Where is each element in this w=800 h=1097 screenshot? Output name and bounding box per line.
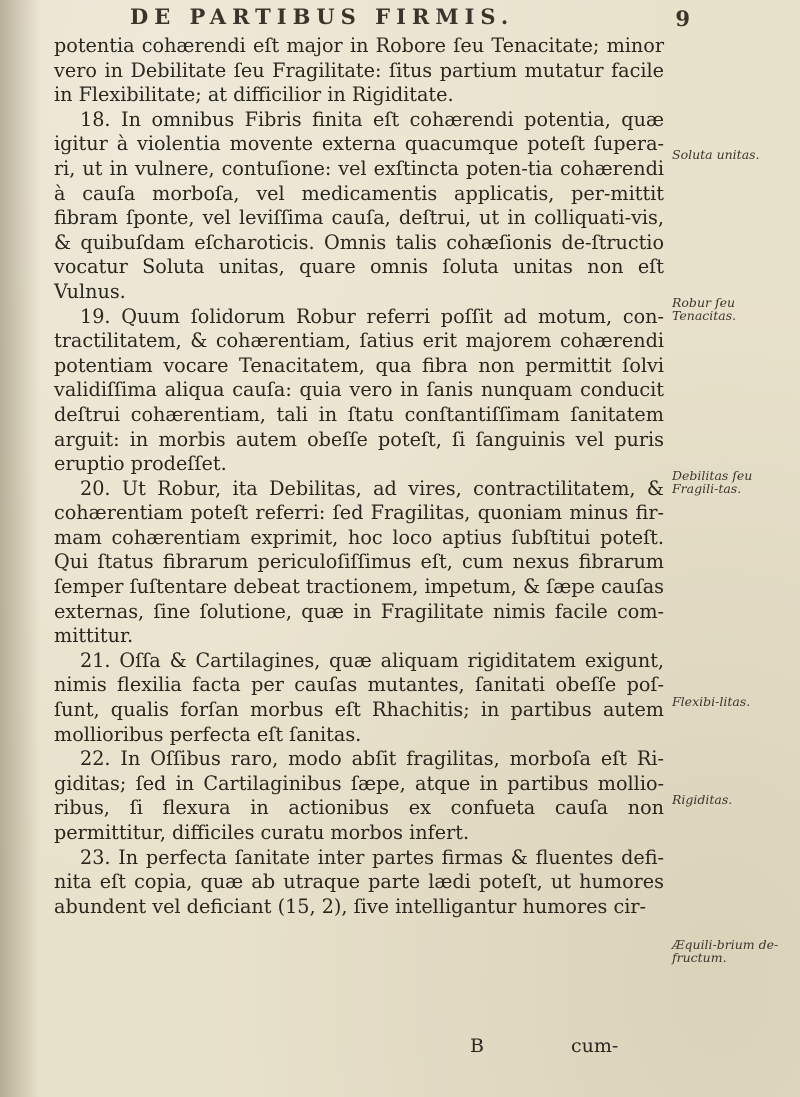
- paragraph-19: 19. Quum ſolidorum Robur referri poſſit ad motum, con-tractilitatem, & cohærentiam, ſatius erit majorem cohærendi potentiam vocare Tenacitatem, qua fibra non permittit ſolvi validiſſima aliqua cauſa: quia vero in ſanis nunquam conducit deſtrui cohærentiam, tali in ſtatu conſtantiſſimam ſanitatem arguit: in morbis autem obeſſe poteſt, ſi ſanguinis vel puris eruptio prodeſſet.: [54, 304, 664, 476]
- paragraph-23: 23. In perfecta ſanitate inter partes firmas & fluentes defi-nita eſt copia, quæ ab utraque parte lædi poteſt, ut humores abundent vel deficiant (15, 2), ſive intelligantur humores cir-: [54, 845, 664, 918]
- running-head: [130, 2, 690, 32]
- page-number: 9: [675, 6, 690, 31]
- margin-note-soluta-unitas: Soluta unitas.: [672, 147, 760, 162]
- margin-notes: [672, 0, 797, 1097]
- margin-note-flexibilitas: Flexibi-litas.: [672, 694, 751, 709]
- paragraph-17-continued: potentia cohærendi eſt major in Robore ſeu Tenacitate; minor vero in Debilitate ſeu Fragilitate: ſitus partium mutatur facile in Flexibilitate; at difficilior in Rigiditate.: [54, 34, 664, 107]
- signature-mark: B: [470, 1035, 484, 1057]
- margin-note-debilitas: Debilitas ſeu Fragili-tas.: [672, 468, 753, 496]
- main-text: [54, 34, 664, 919]
- catchword: cum-: [571, 1035, 619, 1057]
- margin-note-aequilibrium: Æquili-brium de-fructum.: [672, 937, 779, 965]
- paragraph-20: 20. Ut Robur, ita Debilitas, ad vires, contractilitatem, & cohærentiam poteſt referri: ſed Fragilitas, quoniam minus fir-mam cohærentiam exprimit, hoc loco aptius ſubſtitui poteſt. Qui ſtatus fibrarum periculoſiſſimus eſt, cum nexus fibrarum ſemper ſuſtentare debeat tractionem, impetum, & ſæpe cauſas externas, ſine ſolutione, quæ in Fragilitate nimis facile com-mittitur.: [54, 476, 664, 648]
- margin-note-robur: Robur ſeu Tenacitas.: [672, 295, 737, 323]
- running-head-title: DE PARTIBUS FIRMIS.: [130, 4, 515, 29]
- margin-note-rigiditas: Rigiditas.: [672, 792, 733, 807]
- paragraph-22: 22. In Oſſibus raro, modo abſit fragilitas, morboſa eſt Ri-giditas; ſed in Cartilaginibus ſæpe, atque in partibus mollio-ribus, ſi flexura in actionibus ex confueta cauſa non permittitur, difficiles curatu morbos infert.: [54, 747, 664, 844]
- paragraph-18: 18. In omnibus Fibris finita eſt cohærendi potentia, quæ igitur à violentia movente externa quacumque poteſt ſupera-ri, ut in vulnere, contuſione: vel exſtincta poten-tia cohærendi à cauſa morboſa, vel medicamentis applicatis, per-mittit fibram ſponte, vel leviſſima cauſa, deſtrui, ut in colliquati-vis, & quibuſdam eſcharoticis. Omnis talis cohæſionis de-ſtructio vocatur Soluta unitas, quare omnis ſoluta unitas non eſt Vulnus.: [54, 107, 664, 303]
- paragraph-21: 21. Oſſa & Cartilagines, quæ aliquam rigiditatem exigunt, nimis flexilia facta per cauſas mutantes, ſanitati obeſſe poſ-ſunt, qualis forſan morbus eſt Rhachitis; in partibus autem mollioribus perfecta eſt ſanitas.: [54, 648, 664, 746]
- binding-shadow: [0, 0, 40, 1097]
